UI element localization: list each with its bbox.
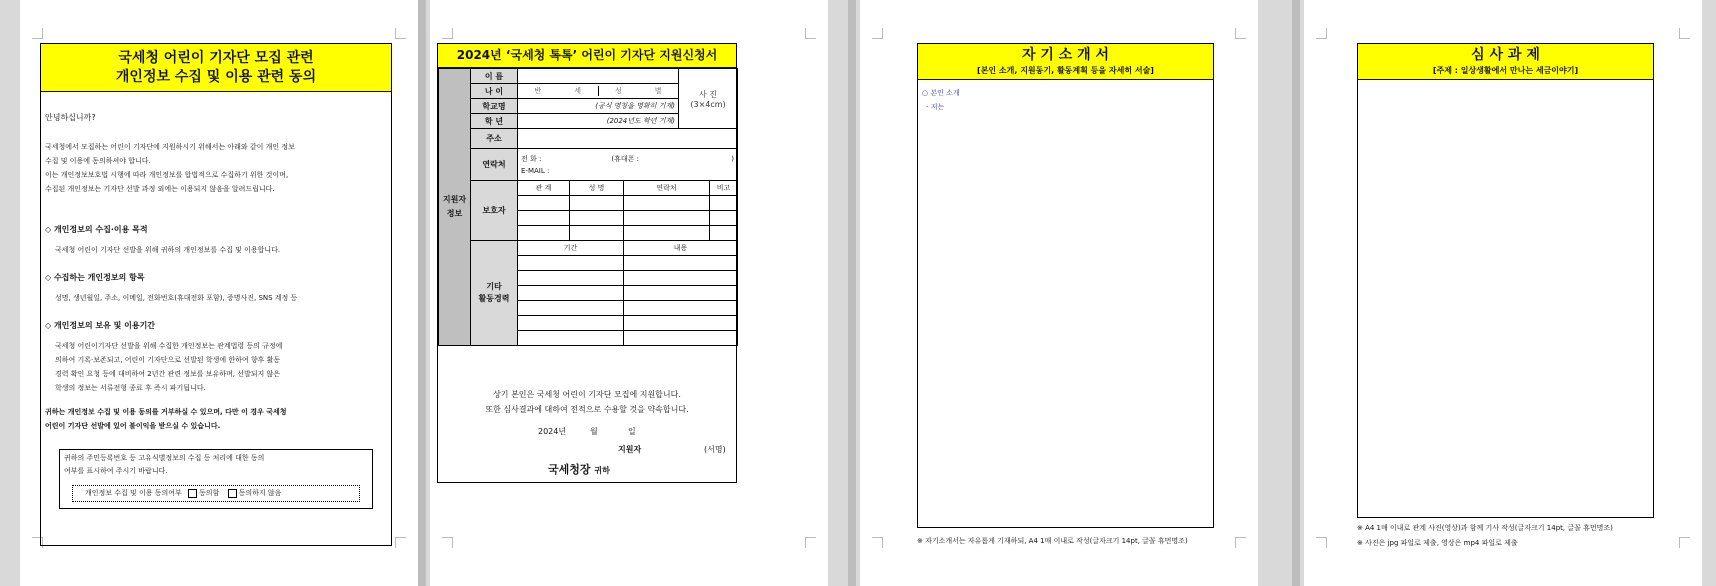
crop-mark [872,28,883,39]
school-label: 학교명 [471,99,518,114]
section-items-title: ◇ 수집하는 개인정보의 항목 [45,273,145,282]
crop-mark [1679,28,1690,39]
self-intro-footnote: ※ 자기소개서는 자유롭게 기재하되, A4 1매 이내로 작성(글자크기 14pt, 글꼴 휴먼명조) [917,537,1188,545]
guardian-header: 성 명 [570,181,624,196]
pledge-line: 또한 심사결과에 대하여 전적으로 수용할 것을 약속합니다. [485,405,689,414]
section-retention-body: 의하여 기록·보존되고, 어린이 기자단으로 선발된 학생에 한하여 향후 활동 [55,356,281,364]
photo-box[interactable]: 사 진 (3×4cm) [679,69,738,129]
consent-box-text: 여부를 표시하여 주시기 바랍니다. [64,467,168,475]
page-application[interactable] [430,0,828,586]
crop-mark [1235,537,1246,548]
section-retention-body: 학생의 정보는 서류전형 종료 후 즉시 파기됩니다. [55,384,206,392]
grade-label: 학 년 [471,114,518,129]
self-intro-item: ○ 본인 소개 [922,89,960,97]
activity-header: 기간 [518,241,624,256]
date-month: 월 [590,427,598,436]
activity-header: 내용 [624,241,738,256]
intro-line: 이는 개인정보보호법 시행에 따라 개인정보를 합법적으로 수집하기 위한 것이며, [45,171,289,179]
address-field[interactable] [518,129,738,149]
applicant-label: 지원자 [618,445,642,454]
crop-mark [395,537,406,548]
section-retention-body: 국세청 어린이기자단 선발을 위해 수집한 개인정보는 관계법령 등의 규정에 [55,342,283,350]
page-self-introduction[interactable] [860,0,1258,586]
age-gender-field[interactable]: 반 세 성 별 [518,84,679,99]
guardian-cell[interactable] [624,211,710,226]
crop-mark [442,537,453,548]
age-label: 나 이 [471,84,518,99]
date-day: 일 [628,427,636,436]
guardian-cell[interactable] [624,226,710,241]
activity-cell[interactable] [518,256,624,271]
assignment-header [1358,44,1653,80]
guardian-cell[interactable] [710,196,738,211]
guardian-cell[interactable] [624,196,710,211]
crop-mark [442,28,453,39]
self-intro-frame[interactable] [917,43,1214,528]
section-purpose-body: 국세청 어린이 기자단 선발을 위해 귀하의 개인정보를 수집 및 이용합니다. [55,246,281,254]
page-assignment[interactable] [1304,0,1702,586]
contact-label: 연락처 [471,149,518,181]
application-table [438,68,738,346]
guardian-header: 연락처 [624,181,710,196]
refusal-notice: 어린이 기자단 선발에 있어 불이익을 받으실 수 있습니다. [45,422,221,430]
refusal-notice: 귀하는 개인정보 수집 및 이용 동의를 거부하실 수 있으며, 다만 이 경우 국세청 [45,408,287,416]
consent-frame [40,43,392,546]
guardian-header: 관 계 [518,181,570,196]
agree-option[interactable]: 동의함 [188,489,219,497]
guardian-cell[interactable] [570,196,624,211]
page-consent[interactable] [20,0,418,586]
consent-title: 국세청 어린이 기자단 모집 관련 개인정보 수집 및 이용 관련 동의 [41,44,391,92]
activity-label: 기타 활동경력 [471,241,518,346]
address-label: 주소 [471,129,518,149]
grade-field[interactable]: (2024년도 학년 기재) [518,114,679,129]
consent-choice-row [72,485,360,502]
guardian-cell[interactable] [570,211,624,226]
applicant-info-label: 지원자 정보 [439,69,471,346]
guardian-cell[interactable] [710,211,738,226]
pledge-line: 상기 본인은 국세청 어린이 기자단 모집에 지원합니다. [493,390,681,399]
crop-mark [32,28,43,39]
guardian-cell[interactable] [570,226,624,241]
guardian-cell[interactable] [710,226,738,241]
activity-cell[interactable] [624,286,738,301]
addressee: 국세청장 귀하 [548,463,610,476]
self-intro-item: - 저는 [926,103,945,111]
name-field[interactable] [518,69,679,84]
contact-field[interactable]: 전 화 : (휴대폰 : ) E-MAIL : [518,149,738,181]
intro-line: 수집된 개인정보는 기자단 선발 과정 외에는 이용되지 않음을 알려드립니다. [45,185,275,193]
guardian-cell[interactable] [518,226,570,241]
crop-mark [395,28,406,39]
assignment-footnote: ※ 사진은 jpg 파일로 제출, 영상은 mp4 파일로 제출 [1357,539,1518,547]
application-frame [437,43,737,483]
section-retention-title: ◇ 개인정보의 보유 및 이용기간 [45,321,156,330]
section-purpose-title: ◇ 개인정보의 수집·이용 목적 [45,225,148,234]
name-label: 이 름 [471,69,518,84]
assignment-subtitle: [주제 : 일상생활에서 만나는 세금이야기] [1432,66,1579,75]
page-gap [848,0,856,586]
assignment-footnote: ※ A4 1매 이내로 관계 사진(영상)과 함께 기사 작성(글자크기 14pt, 글꼴 휴먼명조) [1357,524,1613,532]
signature-label[interactable]: (서명) [704,445,726,454]
intro-line: 수집 및 이용에 동의하셔야 합니다. [45,157,151,165]
crop-mark [805,28,816,39]
self-intro-title: 자 기 소 개 서 [1021,47,1110,63]
application-title: 2024년 ‘국세청 톡톡’ 어린이 기자단 지원신청서 [438,44,736,68]
activity-cell[interactable] [518,316,624,331]
crop-mark [1235,28,1246,39]
section-retention-body: 경력 확인 요청 등에 대비하여 2년간 관련 정보를 보유하며, 선발되지 않은 [55,370,281,378]
crop-mark [1316,28,1327,39]
page-gap [418,0,426,586]
guardian-header: 비고 [710,181,738,196]
consent-box [59,449,373,509]
activity-cell[interactable] [518,331,624,346]
crop-mark [872,537,883,548]
checkbox-icon[interactable] [188,489,197,498]
self-intro-header [918,44,1213,80]
school-field[interactable]: (공식 명칭을 명확히 기재) [518,99,679,114]
checkbox-icon[interactable] [228,489,237,498]
activity-cell[interactable] [518,286,624,301]
consent-box-text: 귀하의 주민등록번호 등 고유식별정보의 수집 등 처리에 대한 동의 [64,454,265,462]
crop-mark [1316,537,1327,548]
page-gap [1292,0,1300,586]
self-intro-subtitle: [본인 소개, 지원동기, 활동계획 등을 자세히 서술] [977,66,1154,75]
assignment-frame[interactable] [1357,43,1654,518]
activity-cell[interactable] [624,271,738,286]
activity-cell[interactable] [518,301,624,316]
activity-cell[interactable] [624,331,738,346]
consent-label: 개인정보 수집 및 이용 동의여부 [85,489,182,497]
assignment-title: 심 사 과 제 [1471,47,1540,63]
greeting: 안녕하십니까? [45,113,96,122]
guardian-cell[interactable] [518,211,570,226]
crop-mark [805,537,816,548]
section-items-body: 성명, 생년월일, 주소, 이메일, 전화번호(휴대전화 포함), 증명사진, SNS 계정 등 [55,294,298,302]
activity-cell[interactable] [518,271,624,286]
activity-cell[interactable] [624,256,738,271]
disagree-option[interactable]: 동의하지 않음 [228,489,282,497]
activity-cell[interactable] [624,316,738,331]
guardian-cell[interactable] [518,196,570,211]
date-year: 2024년 [538,427,567,436]
guardian-label: 보호자 [471,181,518,241]
intro-line: 국세청에서 모집하는 어린이 기자단에 지원하시기 위해서는 아래와 같이 개인 정보 [45,143,295,151]
activity-cell[interactable] [624,301,738,316]
crop-mark [1679,537,1690,548]
